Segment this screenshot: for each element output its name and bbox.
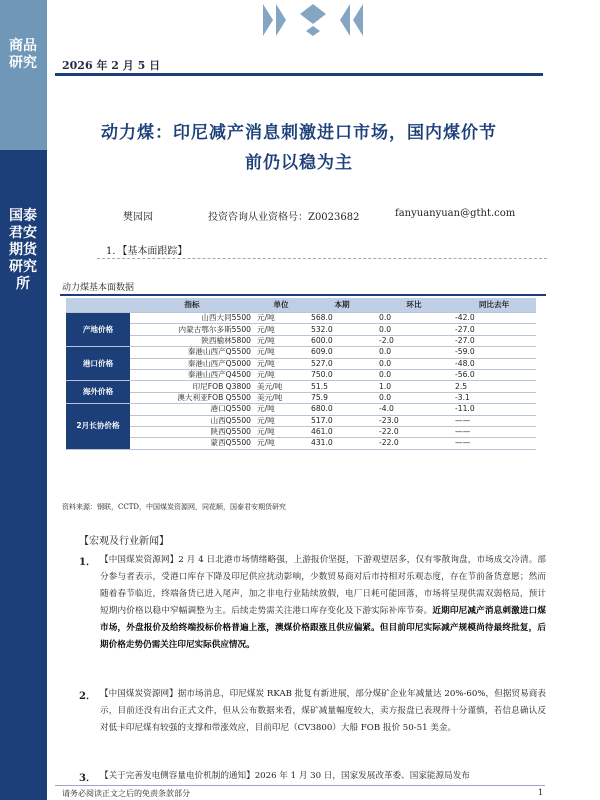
unit-cell: 美元/吨 xyxy=(254,392,308,403)
yoy-value: -27.0 xyxy=(452,335,536,346)
yoy-value: —— xyxy=(452,415,536,426)
indicator-name: 陕西榆林5800 xyxy=(130,335,254,346)
footer-disclaimer: 请务必阅读正文之后的免责条款部分 xyxy=(62,789,190,798)
news-text: 【关于完善发电侧容量电价机制的通知】2026 年 1 月 30 日，国家发展改革委、国家能源局发布 xyxy=(100,771,470,781)
header-cell: 指标 xyxy=(130,298,254,313)
yoy-value: —— xyxy=(452,438,536,449)
current-value: 680.0 xyxy=(308,404,376,415)
yoy-value: -42.0 xyxy=(452,313,536,324)
mom-value: 0.0 xyxy=(376,313,452,324)
current-value: 527.0 xyxy=(308,358,376,369)
unit-cell: 元/吨 xyxy=(254,415,308,426)
news-item-3 xyxy=(100,768,546,785)
mom-value: -22.0 xyxy=(376,426,452,437)
indicator-name: 蒙西Q5500 xyxy=(130,438,254,449)
table-row xyxy=(66,324,536,335)
indicator-name: 秦港山西产Q4500 xyxy=(130,369,254,380)
unit-cell: 元/吨 xyxy=(254,358,308,369)
report-title xyxy=(55,118,543,178)
author-email[interactable]: fanyuanyuan@gtht.com xyxy=(395,208,516,219)
current-value: 568.0 xyxy=(308,313,376,324)
mom-value: 0.0 xyxy=(376,392,452,403)
title-line-2: 前仍以稳为主 xyxy=(245,153,353,173)
yoy-value: -11.0 xyxy=(452,404,536,415)
yoy-value: —— xyxy=(452,426,536,437)
page-number: 1 xyxy=(538,788,544,797)
header-cell xyxy=(66,298,130,313)
unit-cell: 元/吨 xyxy=(254,335,308,346)
current-value: 609.0 xyxy=(308,347,376,358)
section-heading-fundamentals: 1．【基本面跟踪】 xyxy=(106,246,188,257)
sidebar-section-label: 商品研究 xyxy=(9,38,37,71)
news-number: 2． xyxy=(79,691,96,702)
mom-value: 0.0 xyxy=(376,358,452,369)
mom-value: 0.0 xyxy=(376,324,452,335)
news-item-1 xyxy=(100,552,546,654)
yoy-value: -27.0 xyxy=(452,324,536,335)
mom-value: 0.0 xyxy=(376,347,452,358)
table-row xyxy=(66,426,536,437)
unit-cell: 元/吨 xyxy=(254,347,308,358)
news-text: 【中国煤炭资源网】2 月 4 日北港市场情绪略强，上游报价坚挺，下游观望居多，仅有零散询盘，市场成交冷清。部分参与者表示，受港口库存下降及印尼供应扰动影响，少数贸易商对后市持相对乐观态度，存在节前备货意愿；然而随着春节临近，终端备货已进入尾声，加之非电行业陆续放假，电厂日耗可能回落，市场将呈现供需双弱格局，预计短期内价格以稳中窄幅调整为主。后续走势需关注港口库存变化及下游实际补库节奏。 xyxy=(100,555,546,616)
sidebar xyxy=(0,0,47,800)
mom-value: 0.0 xyxy=(376,369,452,380)
current-value: 600.0 xyxy=(308,335,376,346)
news-item-2 xyxy=(100,686,546,737)
table-row xyxy=(66,358,536,369)
current-value: 532.0 xyxy=(308,324,376,335)
yoy-value: -56.0 xyxy=(452,369,536,380)
table-source-note: 资料来源：钢联，CCTD，中国煤炭资源网，同花顺，国泰君安期货研究 xyxy=(62,503,286,511)
unit-cell: 美元/吨 xyxy=(254,381,308,392)
mom-value: -23.0 xyxy=(376,415,452,426)
unit-cell: 元/吨 xyxy=(254,324,308,335)
company-logo xyxy=(258,2,368,40)
mom-value: -2.0 xyxy=(376,335,452,346)
indicator-name: 秦港山西产Q5000 xyxy=(130,358,254,369)
current-value: 461.0 xyxy=(308,426,376,437)
table-row xyxy=(66,415,536,426)
indicator-name: 港口Q5500 xyxy=(130,404,254,415)
mom-value: -4.0 xyxy=(376,404,452,415)
current-value: 431.0 xyxy=(308,438,376,449)
indicator-name: 内蒙古鄂尔多斯5500 xyxy=(130,324,254,335)
author-license: 投资咨询从业资格号：Z0023682 xyxy=(208,212,360,223)
yoy-value: 2.5 xyxy=(452,381,536,392)
unit-cell: 元/吨 xyxy=(254,426,308,437)
table-row xyxy=(66,438,536,449)
header-cell: 同比去年 xyxy=(452,298,536,313)
table-row xyxy=(66,313,536,324)
table-row xyxy=(66,347,536,358)
yoy-value: -59.0 xyxy=(452,347,536,358)
fundamentals-table xyxy=(66,298,536,450)
indicator-name: 山西Q5500 xyxy=(130,415,254,426)
news-number: 3． xyxy=(79,773,96,784)
table-header-row xyxy=(66,298,536,313)
yoy-value: -3.1 xyxy=(452,392,536,403)
indicator-name: 印尼FOB Q3800 xyxy=(130,381,254,392)
group-label: 2月长协价格 xyxy=(66,404,130,450)
current-value: 75.9 xyxy=(308,392,376,403)
dashed-divider xyxy=(97,258,547,259)
author-name: 樊园园 xyxy=(123,212,153,223)
current-value: 51.5 xyxy=(308,381,376,392)
unit-cell: 元/吨 xyxy=(254,404,308,415)
group-label: 港口价格 xyxy=(66,347,130,381)
current-value: 517.0 xyxy=(308,415,376,426)
group-label: 产地价格 xyxy=(66,313,130,347)
sidebar-company-label: 国泰君安期货研究所 xyxy=(9,208,37,292)
header-rule xyxy=(55,73,543,76)
sidebar-top-band xyxy=(0,0,47,150)
yoy-value: -48.0 xyxy=(452,358,536,369)
caption-rule xyxy=(60,294,546,296)
mom-value: 1.0 xyxy=(376,381,452,392)
unit-cell: 元/吨 xyxy=(254,438,308,449)
news-highlight: 近期印尼减产消息刺激进口煤市场，外盘报价及给终端投标价格普遍上涨，澳煤价格跟涨且供应偏紧。但目前印尼实际减产规模尚待最终批复，后期价格走势仍需关注印尼实际供应情况。 xyxy=(100,606,546,650)
header-cell: 单位 xyxy=(254,298,308,313)
table-row xyxy=(66,335,536,346)
header-cell: 环比 xyxy=(376,298,452,313)
unit-cell: 元/吨 xyxy=(254,313,308,324)
indicator-name: 山西大同5500 xyxy=(130,313,254,324)
current-value: 750.0 xyxy=(308,369,376,380)
table-row xyxy=(66,392,536,403)
indicator-name: 陕西Q5500 xyxy=(130,426,254,437)
table-caption: 动力煤基本面数据 xyxy=(62,283,135,293)
title-line-1: 动力煤：印尼减产消息刺激进口市场，国内煤价节 xyxy=(101,123,497,143)
group-label: 海外价格 xyxy=(66,381,130,404)
header-cell: 本期 xyxy=(308,298,376,313)
table-row xyxy=(66,369,536,380)
news-text: 【中国煤炭资源网】据市场消息，印尼煤炭 RKAB 批复有新进展，部分煤矿企业年减量达 20%-60%，但据贸易商表示，目前还没有出台正式文件，但从公布数据来看，煤矿减量幅度较大，卖方报盘已表现得十分谨慎，若信息确认反对低卡印尼煤有较强的支撑和带涨效应，目前印尼（CV3800）大船 FOB 报价 50-51 美金。 xyxy=(100,689,546,733)
section-heading-news: 【宏观及行业新闻】 xyxy=(79,536,169,547)
report-date: 2026 年 2 月 5 日 xyxy=(62,59,161,72)
news-number: 1． xyxy=(79,557,96,568)
unit-cell: 元/吨 xyxy=(254,369,308,380)
table-row xyxy=(66,404,536,415)
mom-value: -22.0 xyxy=(376,438,452,449)
footer-rule xyxy=(55,785,545,786)
indicator-name: 秦港山西产Q5500 xyxy=(130,347,254,358)
table-row xyxy=(66,381,536,392)
indicator-name: 澳大利亚FOB Q5500 xyxy=(130,392,254,403)
